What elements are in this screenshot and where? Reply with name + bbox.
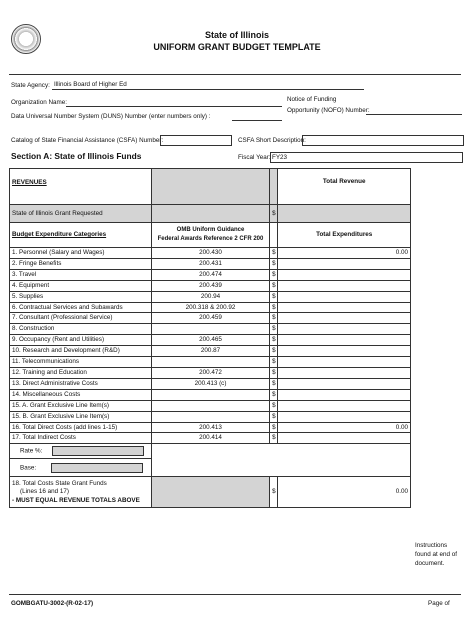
budget-row-amount[interactable] [278, 411, 411, 422]
budget-row [10, 335, 411, 346]
budget-row [10, 433, 411, 444]
budget-row-label: 4. Equipment [10, 280, 152, 291]
total-revenue-header: Total Revenue [278, 169, 411, 205]
dollar-sign: $ [270, 357, 278, 368]
csfa-label: Catalog of State Financial Assistance (CSFA) Number: [11, 137, 164, 144]
budget-row-label: 12. Training and Education [10, 367, 152, 378]
budget-row [10, 367, 411, 378]
budget-row-reference: 200.94 [151, 291, 269, 302]
budget-row [10, 324, 411, 335]
org-name-label: Organization Name: [11, 99, 67, 106]
budget-row-reference: 200.87 [151, 346, 269, 357]
fiscal-year-field[interactable]: FY23 [270, 152, 463, 163]
omb-header: OMB Uniform Guidance Federal Awards Reference 2 CFR 200 [151, 223, 269, 248]
budget-row-label: 10. Research and Development (R&D) [10, 346, 152, 357]
revenues-header: REVENUES [10, 169, 152, 205]
grant-requested-label: State of Illinois Grant Requested [10, 205, 152, 223]
footer-divider [9, 594, 461, 595]
budget-row-amount[interactable] [278, 258, 411, 269]
nofo-label-1: Notice of Funding [287, 96, 337, 103]
budget-row-label: 16. Total Direct Costs (add lines 1-15) [10, 422, 152, 433]
budget-row [10, 280, 411, 291]
dollar-sign: $ [270, 367, 278, 378]
budget-row-reference: 200.431 [151, 258, 269, 269]
budget-row-reference [151, 357, 269, 368]
duns-label: Data Universal Number System (DUNS) Number (enter numbers only) : [11, 113, 211, 120]
dollar-sign: $ [270, 258, 278, 269]
categories-header-row [10, 223, 411, 248]
budget-row [10, 291, 411, 302]
budget-row-reference: 200.413 [151, 422, 269, 433]
dollar-sign: $ [270, 433, 278, 444]
base-field[interactable] [51, 463, 143, 473]
budget-row [10, 378, 411, 389]
rate-field[interactable] [52, 446, 144, 456]
section-title: Section A: State of Illinois Funds [11, 151, 142, 161]
budget-row-label: 7. Consultant (Professional Service) [10, 313, 152, 324]
budget-row-amount[interactable]: 0.00 [278, 248, 411, 259]
total18-line1: 18. Total Costs State Grant Funds [12, 479, 107, 487]
dollar-sign: $ [270, 324, 278, 335]
budget-row-amount[interactable]: 0.00 [278, 422, 411, 433]
budget-row-label: 6. Contractual Services and Subawards [10, 302, 152, 313]
budget-row-amount[interactable] [278, 400, 411, 411]
budget-row-reference: 200.459 [151, 313, 269, 324]
budget-row-amount[interactable] [278, 302, 411, 313]
budget-row-amount[interactable] [278, 280, 411, 291]
budget-table [9, 168, 411, 508]
base-label: Base: [20, 464, 37, 472]
budget-row-reference [151, 400, 269, 411]
csfa-short-field[interactable] [302, 135, 464, 146]
state-agency-label: State Agency: [11, 82, 50, 89]
budget-row [10, 258, 411, 269]
dollar-sign: $ [270, 346, 278, 357]
budget-row-amount[interactable] [278, 357, 411, 368]
org-name-field[interactable] [66, 98, 282, 107]
dollar-sign: $ [270, 389, 278, 400]
budget-row-label: 15. A. Grant Exclusive Line Item(s) [10, 400, 152, 411]
budget-row-reference: 200.414 [151, 433, 269, 444]
total18-amount[interactable]: 0.00 [278, 477, 411, 508]
nofo-field[interactable] [366, 106, 462, 115]
budget-row-label: 8. Construction [10, 324, 152, 335]
dollar-sign: $ [270, 400, 278, 411]
dollar-sign: $ [270, 313, 278, 324]
grant-requested-row: State of Illinois Grant Requested $ [10, 205, 411, 223]
budget-row-amount[interactable] [278, 269, 411, 280]
csfa-number-field[interactable] [160, 135, 232, 146]
dollar-sign: $ [270, 411, 278, 422]
budget-row-label: 14. Miscellaneous Costs [10, 389, 152, 400]
fiscal-year-label: Fiscal Year: [238, 154, 271, 161]
dollar-sign: $ [270, 302, 278, 313]
budget-row-label: 13. Direct Administrative Costs [10, 378, 152, 389]
total-expenditures-header: Total Expenditures [278, 223, 411, 248]
budget-row [10, 411, 411, 422]
budget-row-amount[interactable] [278, 367, 411, 378]
budget-row-label: 15. B. Grant Exclusive Line Item(s) [10, 411, 152, 422]
budget-row-amount[interactable] [278, 313, 411, 324]
revenues-header-row [10, 169, 411, 205]
dollar-sign: $ [270, 335, 278, 346]
budget-row-reference: 200.430 [151, 248, 269, 259]
budget-row-amount[interactable] [278, 291, 411, 302]
rate-row [10, 444, 411, 459]
budget-row [10, 389, 411, 400]
side-note: Instructions found at end of document. [415, 542, 458, 567]
budget-row [10, 302, 411, 313]
budget-row [10, 357, 411, 368]
nofo-label-2: Opportunity (NOFO) Number: [287, 107, 370, 114]
dollar-sign: $ [270, 280, 278, 291]
budget-row [10, 400, 411, 411]
budget-row-amount[interactable] [278, 335, 411, 346]
base-row [10, 459, 411, 477]
dollar-sign: $ [270, 378, 278, 389]
dollar-sign: $ [270, 248, 278, 259]
budget-row [10, 248, 411, 259]
budget-row-label: 11. Telecommunications [10, 357, 152, 368]
categories-header: Budget Expenditure Categories [10, 223, 152, 248]
dollar-sign: $ [270, 269, 278, 280]
grant-requested-amount[interactable] [278, 205, 411, 223]
rate-label: Rate %: [20, 447, 43, 455]
budget-row-label: 17. Total Indirect Costs [10, 433, 152, 444]
header-divider [9, 74, 461, 75]
total18-line3: - MUST EQUAL REVENUE TOTALS ABOVE [12, 496, 140, 504]
header-state: State of Illinois [204, 30, 269, 40]
csfa-short-label: CSFA Short Description: [238, 137, 306, 144]
dollar-sign: $ [270, 422, 278, 433]
budget-row [10, 269, 411, 280]
budget-row [10, 313, 411, 324]
budget-row-reference [151, 389, 269, 400]
budget-row-amount[interactable] [278, 346, 411, 357]
budget-row-amount[interactable] [278, 324, 411, 335]
dollar-sign: $ [270, 291, 278, 302]
budget-row-label: 1. Personnel (Salary and Wages) [10, 248, 152, 259]
total-costs-row: 18. Total Costs State Grant Funds (Lines 16 and 17) - MUST EQUAL REVENUE TOTALS ABOVE $ 0.00 [10, 477, 411, 508]
budget-row-reference: 200.474 [151, 269, 269, 280]
budget-row-amount[interactable] [278, 378, 411, 389]
budget-row-reference: 200.318 & 200.92 [151, 302, 269, 313]
duns-field[interactable] [232, 112, 282, 121]
form-id: GOMBGATU-3002-(R-02-17) [11, 600, 94, 607]
budget-row-reference [151, 324, 269, 335]
budget-row-label: 9. Occupancy (Rent and Utilities) [10, 335, 152, 346]
budget-row-reference: 200.472 [151, 367, 269, 378]
budget-row-reference: 200.413 (c) [151, 378, 269, 389]
page-number: Page of [428, 600, 450, 607]
budget-row-reference: 200.465 [151, 335, 269, 346]
total18-line2: (Lines 16 and 17) [20, 488, 70, 496]
budget-row-amount[interactable] [278, 433, 411, 444]
budget-row-amount[interactable] [278, 389, 411, 400]
page-title: UNIFORM GRANT BUDGET TEMPLATE [153, 42, 321, 52]
state-agency-field[interactable]: Illinois Board of Higher Ed [52, 81, 364, 90]
budget-row [10, 422, 411, 433]
budget-row-label: 5. Supplies [10, 291, 152, 302]
budget-row-label: 2. Fringe Benefits [10, 258, 152, 269]
budget-row-label: 3. Travel [10, 269, 152, 280]
budget-row-reference [151, 411, 269, 422]
budget-row-reference: 200.439 [151, 280, 269, 291]
budget-row [10, 346, 411, 357]
